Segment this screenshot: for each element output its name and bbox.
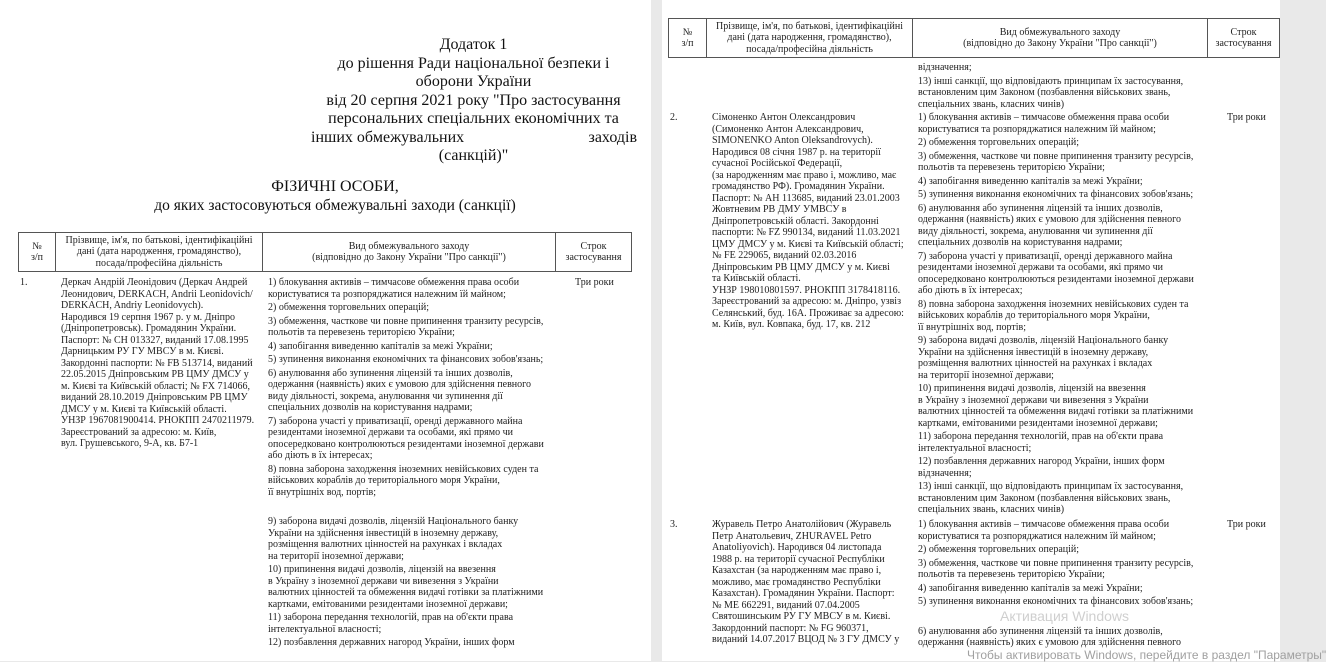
measure-item: 4) запобігання виведенню капіталів за межі України;: [918, 175, 1143, 187]
header-name: Прізвище, ім'я, по батькові, ідентифікаційні дані (дата народження, громадянство), посада/професійна діяльність: [706, 19, 912, 57]
title-line: до рішення Ради національної безпеки і: [337, 54, 610, 72]
measure-item: 12) позбавлення державних нагород України, інших форм відзначення;: [918, 456, 1165, 479]
measure-item: 8) повна заборона заходження іноземних невійськових суден та військових кораблів до територіального моря України, її внутрішніх вод, портів;: [268, 463, 539, 498]
measure-item: 9) заборона видачі дозволів, ліцензій Національного банку України на здійснення інвестицій в іноземну державу, розміщення валютних цінностей на рахунках і вкладах на території іноземної держави;: [268, 516, 519, 562]
row-number: 3.: [670, 519, 678, 530]
sanctions-table: [668, 18, 1280, 661]
windows-activation-title: Активация Windows: [1000, 608, 1130, 624]
measures-cell: [918, 112, 1194, 518]
measure-item: 1) блокування активів – тимчасове обмеження права особи користуватися та розпоряджатися належним їй майном;: [268, 277, 520, 300]
title-word: інших обмежувальних: [311, 128, 465, 146]
measure-item: 13) інші санкції, що відповідають принципам їх застосування, встановленим цим Законом (позбавлення військових звань, спеціальних звань, класних чинів): [918, 481, 1184, 515]
document-page-right: [662, 0, 1280, 661]
measure-item: 2) обмеження торговельних операцій;: [918, 544, 1080, 555]
measure-item: 6) анулювання або зупинення ліцензій та інших дозволів, одержання (наявність) яких є умовою для здійснення певного: [918, 625, 1181, 648]
measure-item: 7) заборона участі у приватизації, оренді державного майна резидентами іноземної держави та особами, які прямо чи опосередковано контролюються резидентами іноземної держави або діють в їх інтересах;: [268, 415, 544, 461]
title-word: заходів: [588, 128, 637, 146]
title-line: Додаток 1: [439, 36, 508, 53]
section-heading: ФІЗИЧНІ ОСОБИ,: [271, 178, 399, 195]
measure-item: відзначення;: [918, 62, 972, 73]
person-details: Журавель Петро Анатолійович (Журавель Петр Анатольевич, ZHURAVEL Petro Anatoliyovich). Народився 04 листопада 1988 р. на території сучасної Республіки Казахстан (за народженням має право і, можливо, має громадянство Республіки Казахстан). Громадянин України. Паспорт: № МЕ 662291, виданий 07.04.2005 Святошинським РУ ГУ МВСУ в м. Києві. Закордонний паспорт: № FG 960371, виданий 14.07.2017 ВЦОД № 3 ГУ ДМСУ у: [712, 519, 900, 645]
header-term: Строк застосування: [555, 233, 632, 271]
measure-item: 4) запобігання виведенню капіталів за межі України;: [268, 340, 493, 352]
appendix-title: [296, 36, 651, 166]
row-number: 2.: [670, 112, 678, 123]
sanction-term: Три роки: [575, 277, 614, 288]
person-details: Сімоненко Антон Олександрович (Симоненко Антон Александрович, SIMONENKO Anton Oleksandrovych). Народився 08 січня 1987 р. на території сучасної Російської Федерації, (за народженням має право і, можливо, має громадянство РФ). Громадянин України. Паспорт: № АН 113685, виданий 23.01.2003 Жовтневим РВ ДМУ УМВСУ в Дніпропетровській області. Закордонні паспорти: № FZ 990134, виданий 11.03.2021 ЦМУ ДМСУ у м. Києві та Київській області; № FE 229065, виданий 02.03.2016 Дніпровським РВ ЦМУ ДМСУ у м. Києві та Київській області. УНЗР 198010801597. РНОКПП 3178418116. Зареєстрований за адресою: м. Дніпро, узвіз Селянський, буд. 16А. Проживає за адресою: м. Київ, вул. Ковпака, буд. 17, кв. 212: [712, 112, 904, 330]
header-term: Строк застосування: [1207, 19, 1280, 57]
measure-item: 6) анулювання або зупинення ліцензій та інших дозволів, одержання (наявність) яких є умовою для здійснення певного виду діяльності, зокрема, анулювання чи зупинення дії спеціальних дозволів на користування надрами;: [918, 202, 1181, 248]
document-page-left: [0, 0, 651, 661]
header-name: Прізвище, ім'я, по батькові, ідентифікаційні дані (дата народження, громадянство), посада/професійна діяльність: [55, 233, 262, 271]
table-header: [668, 18, 1280, 58]
section-subheading: до яких застосовуються обмежувальні заходи (санкції): [154, 197, 516, 214]
person-details: Деркач Андрій Леонідович (Деркач Андрей Леонидович, DERKACH, Andrii Leonidovich/ DERKACH, Andriy Leonidovych). Народився 19 серпня 1967 р. у м. Дніпро (Дніпропетровськ). Громадянин України. Паспорт: № СН 013327, виданий 17.08.1995 Дарницьким РУ ГУ МВСУ в м. Києві. Закордонні паспорти: № FB 513714, виданий 22.05.2015 Дніпровським РВ ЦМУ ДМСУ у м. Києві та Київській області; № FX 714066, виданий 28.10.2019 Дніпровським РВ ЦМУ ДМСУ у м. Києві та Київській області. УНЗР 1967081900414. РНОКПП 2470211979. Зареєстрований за адресою: м. Київ, вул. Грушевського, 9-А, кв. Б7-1: [61, 277, 255, 449]
title-line: від 20 серпня 2021 року "Про застосування: [326, 91, 621, 109]
measure-item: 5) зупинення виконання економічних та фінансових зобов'язань;: [918, 189, 1194, 200]
measure-item: 10) припинення видачі дозволів, ліцензій на ввезення в Україну з іноземної держави чи вивезення з України валютних цінностей та обмеження видачі готівки за платіжними картками, емітованими резидентами іноземної держави;: [268, 564, 544, 610]
measure-item: 3) обмеження, часткове чи повне припинення транзиту ресурсів, польотів та перевезень територією України;: [268, 315, 544, 338]
measure-item: 3) обмеження, часткове чи повне припинення транзиту ресурсів, польотів та перевезень територією України;: [918, 557, 1194, 580]
measure-item: 4) запобігання виведенню капіталів за межі України;: [918, 582, 1143, 594]
measure-item: 9) заборона видачі дозволів, ліцензій Національного банку України на здійснення інвестицій в іноземну державу, розміщення валютних цінностей на рахунках і вкладах на території іноземної держави;: [918, 335, 1169, 381]
measure-item: 13) інші санкції, що відповідають принципам їх застосування, встановленим цим Законом (позбавлення військових звань, спеціальних звань, класних чинів): [918, 75, 1184, 110]
measure-item: 1) блокування активів – тимчасове обмеження права особи користуватися та розпоряджатися належним їй майном;: [918, 519, 1170, 542]
measure-item: 12) позбавлення державних нагород України, інших форм: [268, 637, 515, 648]
header-number: № з/п: [18, 233, 55, 271]
header-measure: Вид обмежувального заходу (відповідно до Закону України "Про санкції"): [262, 233, 555, 271]
measure-item: 5) зупинення виконання економічних та фінансових зобов'язань;: [918, 596, 1194, 607]
measure-item: 2) обмеження торговельних операцій;: [268, 302, 430, 313]
measure-item: 2) обмеження торговельних операцій;: [918, 137, 1080, 148]
measure-item: 5) зупинення виконання економічних та фінансових зобов'язань;: [268, 354, 544, 365]
measure-item: 11) заборона передання технологій, прав на об'єкти права інтелектуальної власності;: [918, 431, 1164, 454]
sanction-term: Три роки: [1227, 112, 1266, 123]
measure-item: 7) заборона участі у приватизації, оренді державного майна резидентами іноземної держави та особами, які прямо чи опосередковано контролюються резидентами іноземної держави або діють в їх інтересах;: [918, 250, 1194, 296]
measure-item: 8) повна заборона заходження іноземних невійськових суден та військових кораблів до територіального моря України, її внутрішніх вод, портів;: [918, 298, 1189, 333]
measure-item: 1) блокування активів – тимчасове обмеження права особи користуватися та розпоряджатися належним їй майном;: [918, 112, 1170, 135]
measures-cell: [268, 277, 544, 651]
measures-cell: [918, 519, 1193, 651]
title-line: [296, 129, 651, 148]
measures-cell: [918, 62, 1183, 112]
windows-activation-text: Чтобы активировать Windows, перейдите в раздел "Параметры": [967, 648, 1326, 662]
row-number: 1.: [20, 277, 28, 288]
header-number: № з/п: [668, 19, 706, 57]
title-line: (санкцій)": [438, 147, 509, 164]
table-header: [18, 232, 632, 272]
measure-item: 11) заборона передання технологій, прав на об'єкти права інтелектуальної власності;: [268, 612, 514, 635]
title-line: персональних спеціальних економічних та: [328, 110, 619, 127]
measure-item: 3) обмеження, часткове чи повне припинення транзиту ресурсів, польотів та перевезень територією України;: [918, 150, 1194, 173]
measure-item: 10) припинення видачі дозволів, ліцензій на ввезення в Україну з іноземної держави чи вивезення з України валютних цінностей та обмеження видачі готівки за платіжними картками, емітованими резидентами іноземної держави;: [918, 383, 1194, 429]
measure-item: 6) анулювання або зупинення ліцензій та інших дозволів, одержання (наявність) яких є умовою для здійснення певного виду діяльності, зокрема, анулювання чи зупинення дії спеціальних дозволів на користування надрами;: [268, 367, 531, 413]
sanctions-table: [18, 232, 632, 661]
header-measure: Вид обмежувального заходу (відповідно до Закону України "Про санкції"): [912, 19, 1207, 57]
sanction-term: Три роки: [1227, 519, 1266, 530]
title-line: оборони України: [415, 73, 532, 90]
